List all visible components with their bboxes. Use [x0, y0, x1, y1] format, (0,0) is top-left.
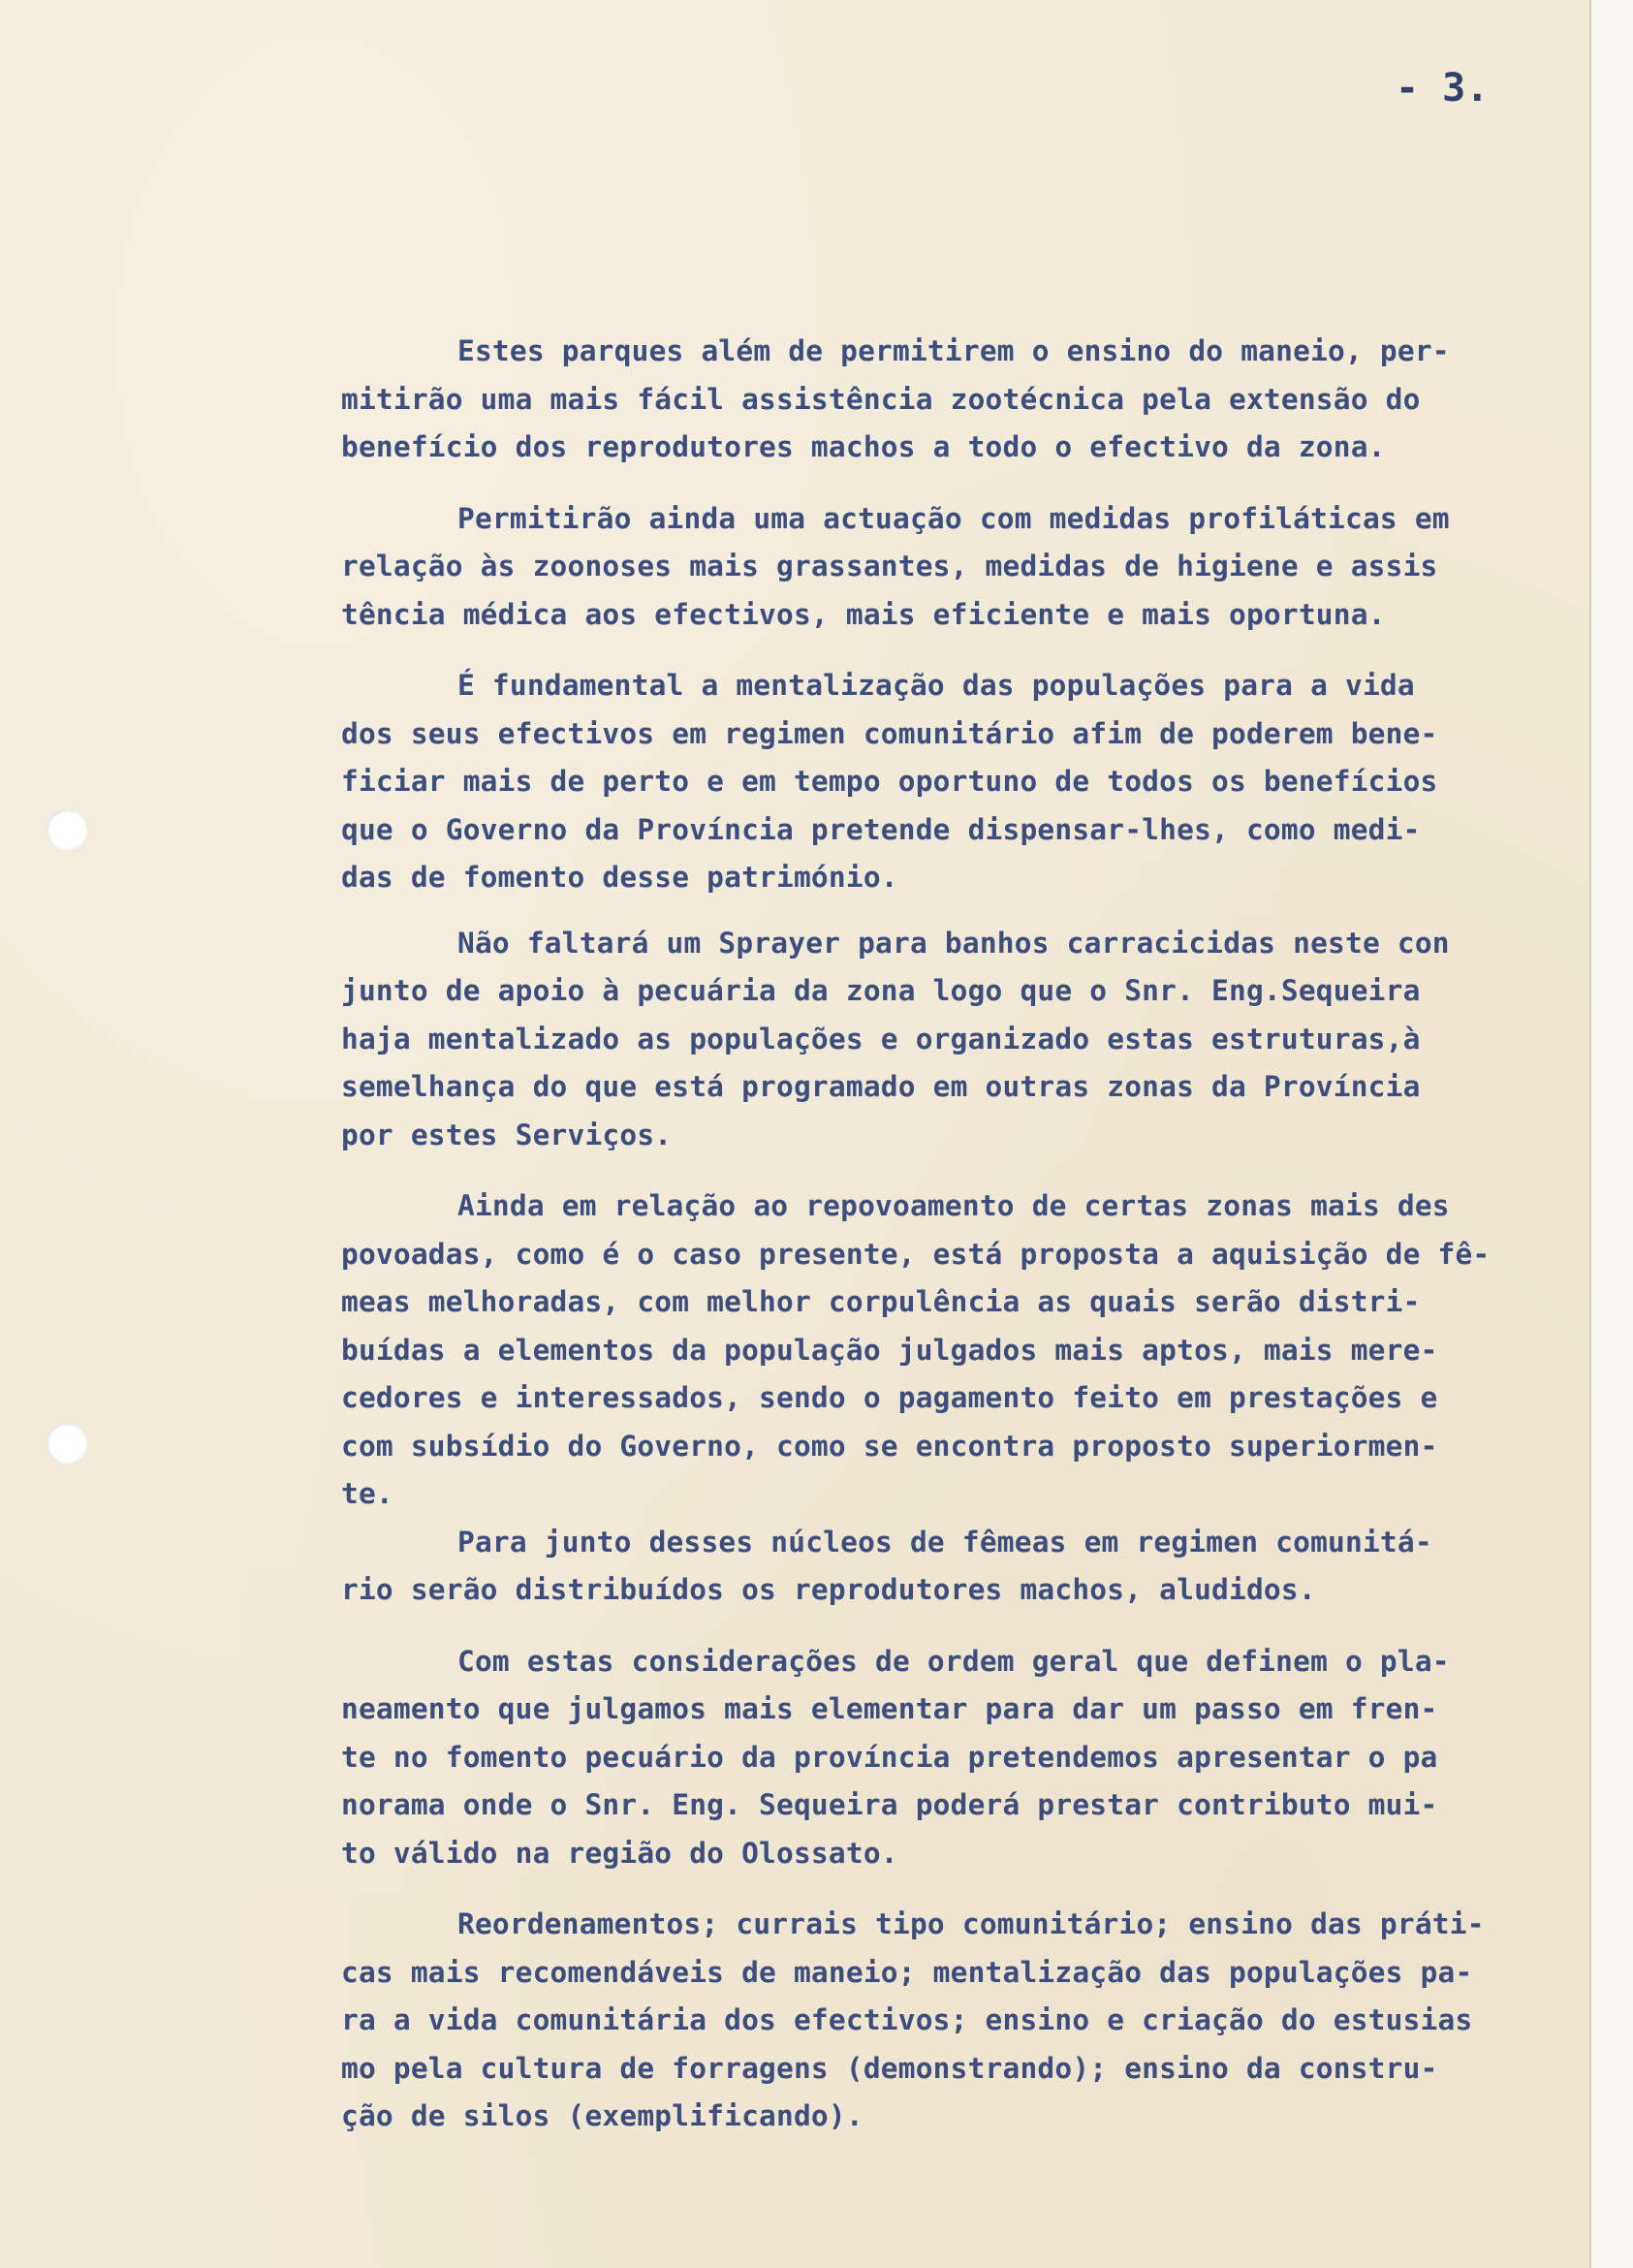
text-line: com subsídio do Governo, como se encontra proposto superiormen-	[341, 1429, 1438, 1463]
paragraph	[341, 1519, 1572, 1615]
text-line: Permitirão ainda uma actuação com medidas profiláticas em	[457, 501, 1450, 535]
text-line: por estes Serviços.	[341, 1118, 673, 1151]
text-line: que o Governo da Província pretende dispensar-lhes, como medi-	[341, 812, 1421, 846]
text-line: cas mais recomendáveis de maneio; mentalização das populações pa-	[341, 1955, 1473, 1989]
text-line: das de fomento desse património.	[341, 861, 898, 894]
text-line: ficiar mais de perto e em tempo oportuno de todos os benefícios	[341, 765, 1438, 798]
text-line: Com estas considerações de ordem geral que definem o pla-	[457, 1644, 1450, 1678]
paragraph	[341, 495, 1572, 640]
document-body	[341, 328, 1572, 2141]
text-line: mo pela cultura de forragens (demonstrando); ensino da constru-	[341, 2051, 1438, 2085]
text-line: Estes parques além de permitirem o ensino do maneio, per-	[457, 334, 1450, 367]
text-line: dos seus efectivos em regimen comunitário afim de poderem bene-	[341, 716, 1438, 750]
text-line: haja mentalizado as populações e organizado estas estruturas,à	[341, 1022, 1421, 1055]
text-line: Não faltará um Sprayer para banhos carracicidas neste con	[457, 926, 1450, 960]
text-line: te.	[341, 1477, 393, 1510]
paragraph	[341, 1638, 1572, 1878]
text-line: Ainda em relação ao repovoamento de certas zonas mais des	[457, 1189, 1450, 1222]
text-line: norama onde o Snr. Eng. Sequeira poderá prestar contributo mui-	[341, 1788, 1438, 1821]
text-line: junto de apoio à pecuária da zona logo que o Snr. Eng.Sequeira	[341, 974, 1421, 1007]
punch-hole	[47, 1423, 87, 1464]
paragraph	[341, 328, 1572, 472]
text-line: cedores e interessados, sendo o pagamento feito em prestações e	[341, 1381, 1438, 1414]
paragraph	[341, 1182, 1572, 1519]
text-line: to válido na região do Olossato.	[341, 1836, 898, 1870]
text-line: tência médica aos efectivos, mais eficiente e mais oportuna.	[341, 597, 1386, 631]
text-line: mitirão uma mais fácil assistência zootécnica pela extensão do	[341, 382, 1421, 416]
text-line: Reordenamentos; currais tipo comunitário; ensino das práti-	[457, 1907, 1485, 1940]
text-line: povoadas, como é o caso presente, está proposta a aquisição de fê-	[341, 1237, 1491, 1271]
text-line: semelhança do que está programado em outras zonas da Província	[341, 1070, 1421, 1103]
page-edge	[1589, 0, 1633, 2268]
page-number: - 3.	[1396, 66, 1490, 110]
paragraph	[341, 920, 1572, 1160]
paragraph	[341, 1901, 1572, 2141]
text-line: neamento que julgamos mais elementar para dar um passo em fren-	[341, 1692, 1438, 1725]
text-line: Para junto desses núcleos de fêmeas em regimen comunitá-	[457, 1525, 1432, 1559]
punch-hole	[47, 809, 87, 850]
paragraph	[341, 662, 1572, 902]
text-line: É fundamental a mentalização das populações para a vida	[457, 669, 1415, 702]
text-line: benefício dos reprodutores machos a todo o efectivo da zona.	[341, 430, 1386, 463]
text-line: buídas a elementos da população julgados mais aptos, mais mere-	[341, 1333, 1438, 1367]
text-line: rio serão distribuídos os reprodutores machos, aludidos.	[341, 1573, 1316, 1606]
text-line: relação às zoonoses mais grassantes, medidas de higiene e assis	[341, 550, 1438, 583]
text-line: ra a vida comunitária dos efectivos; ensino e criação do estusias	[341, 2003, 1473, 2036]
text-line: meas melhoradas, com melhor corpulência as quais serão distri-	[341, 1285, 1421, 1318]
text-line: ção de silos (exemplificando).	[341, 2099, 864, 2132]
text-line: te no fomento pecuário da província pretendemos apresentar o pa	[341, 1740, 1438, 1774]
